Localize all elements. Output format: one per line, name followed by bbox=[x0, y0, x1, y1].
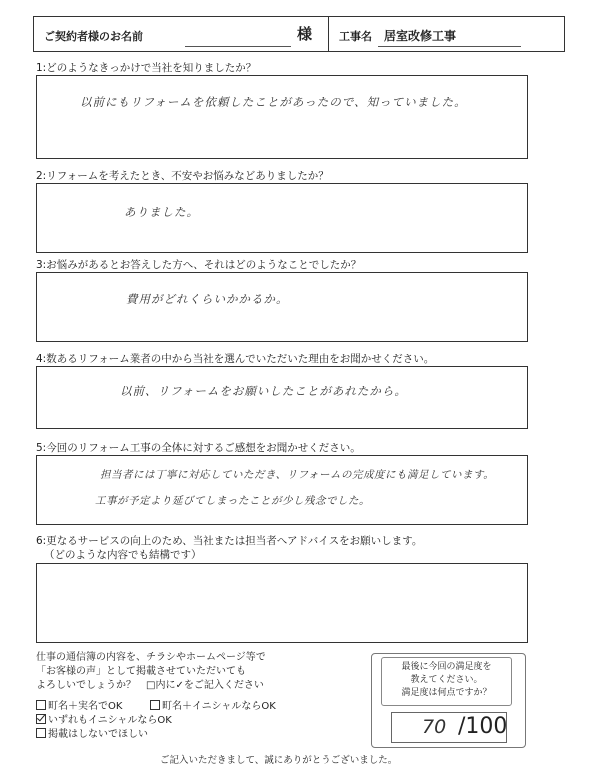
construction-name-value: 居室改修工事 bbox=[384, 29, 457, 43]
sama-honorific: 様 bbox=[297, 25, 313, 43]
consent-option-3[interactable] bbox=[36, 711, 172, 726]
satisfaction-line-1: 最後に今回の満足度を bbox=[401, 662, 492, 672]
consent-option-1[interactable] bbox=[36, 697, 122, 712]
question-2-answer: ありました。 bbox=[124, 205, 199, 219]
question-5-answer-box[interactable] bbox=[36, 455, 528, 525]
satisfaction-line-3: 満足度は何点ですか？ bbox=[401, 688, 492, 698]
construction-name-underline bbox=[378, 46, 521, 47]
option-3-label: いずれもイニシャルならOK bbox=[48, 715, 172, 726]
question-1-label: 1:どのようなきっかけで当社を知りましたか？ bbox=[36, 62, 257, 74]
score-value: 70 bbox=[422, 716, 447, 738]
question-4-label: 4:数あるリフォーム業者の中から当社を選んでいただいた理由をお聞かせください。 bbox=[36, 353, 435, 365]
thanks-message: ご記入いただきまして、誠にありがとうございました。 bbox=[160, 755, 398, 766]
question-3-answer-box[interactable] bbox=[36, 272, 528, 342]
question-2-answer-box[interactable] bbox=[36, 183, 528, 253]
option-4-checkbox[interactable] bbox=[36, 728, 46, 738]
consent-line-2: 「お客様の声」として掲載させていただいても bbox=[36, 666, 246, 677]
satisfaction-question bbox=[381, 657, 512, 706]
consent-line-3: よろしいでしょうか？ □内に✓をご記入ください bbox=[36, 680, 264, 691]
customer-name-field[interactable] bbox=[185, 46, 291, 47]
option-3-checkbox[interactable] bbox=[36, 714, 46, 724]
question-1-answer-box[interactable] bbox=[36, 75, 528, 159]
question-5-answer-line-2: 工事が予定より延びてしまったことが少し残念でした。 bbox=[95, 495, 370, 507]
consent-line-1: 仕事の通信簿の内容を、チラシやホームページ等で bbox=[36, 652, 266, 663]
construction-name-label: 工事名 bbox=[339, 30, 372, 43]
customer-name-label: ご契約者様のお名前 bbox=[44, 30, 143, 43]
question-5-label: 5:今回のリフォーム工事の全体に対するご感想をお聞かせください。 bbox=[36, 442, 361, 454]
option-1-label: 町名＋実名でOK bbox=[48, 701, 123, 712]
option-2-label: 町名＋イニシャルならOK bbox=[162, 701, 276, 712]
question-1-answer: 以前にもリフォームを依頼したことがあったので、知っていました。 bbox=[80, 95, 467, 109]
question-6-answer-box[interactable] bbox=[36, 563, 528, 643]
question-4-answer: 以前、リフォームをお願いしたことがあれたから。 bbox=[120, 384, 407, 398]
question-5-answer-line-1: 担当者には丁寧に対応していただき、リフォームの完成度にも満足しています。 bbox=[100, 469, 495, 481]
option-2-checkbox[interactable] bbox=[150, 700, 160, 710]
option-4-label: 掲載はしないでほしい bbox=[48, 729, 148, 740]
consent-option-2[interactable] bbox=[150, 697, 276, 712]
satisfaction-line-2: 教えてください。 bbox=[410, 675, 483, 685]
question-2-label: 2:リフォームを考えたとき、不安やお悩みなどありましたか？ bbox=[36, 170, 329, 182]
consent-option-4[interactable] bbox=[36, 725, 148, 740]
score-max: /100 bbox=[458, 714, 508, 739]
option-1-checkbox[interactable] bbox=[36, 700, 46, 710]
question-6-sub-label: （どのような内容でも結構です） bbox=[44, 549, 202, 561]
question-3-answer: 費用がどれくらいかかるか。 bbox=[126, 292, 289, 306]
question-3-label: 3:お悩みがあるとお答えした方へ、それはどのようなことでしたか？ bbox=[36, 259, 362, 271]
header-divider bbox=[328, 16, 329, 52]
question-6-label: 6:更なるサービスの向上のため、当社または担当者へアドバイスをお願いします。 bbox=[36, 535, 423, 547]
